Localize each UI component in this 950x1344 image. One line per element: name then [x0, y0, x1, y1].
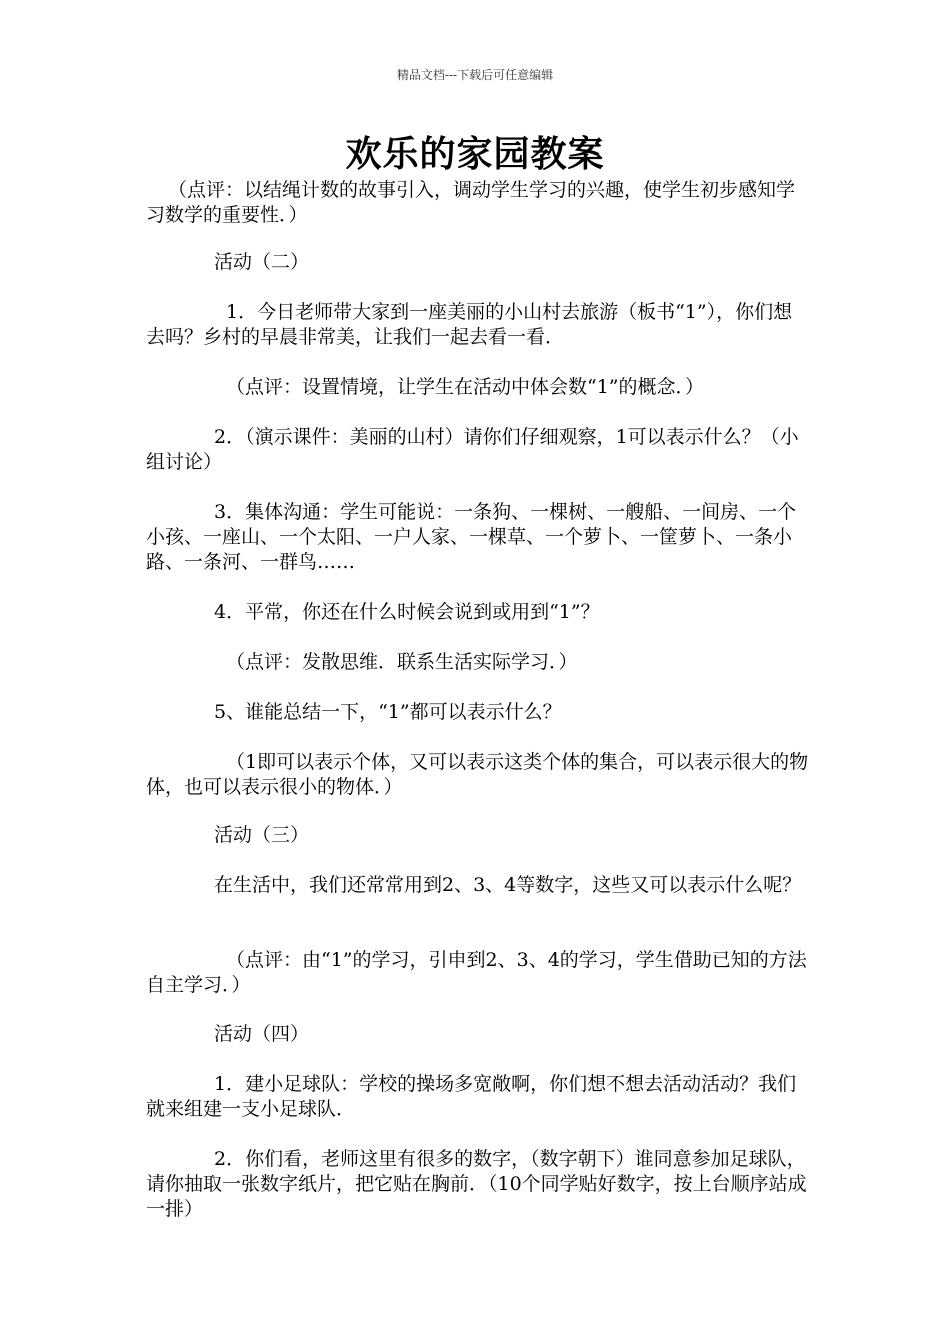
paragraph-10: 在生活中，我们还常常用到2、3、4等数字，这些又可以表示什么呢？ [214, 874, 802, 896]
paragraph-1: （点评：以结绳计数的故事引入，调动学生学习的兴趣，使学生初步感知学习数学的重要性．） [146, 179, 796, 226]
section-heading-activity-2: 活动（二） [214, 251, 310, 273]
paragraph-6: 4．平常，你还在什么时候会说到或用到“1”？ [214, 601, 600, 623]
paragraph-7: （点评：发散思维．联系生活实际学习．） [226, 651, 578, 673]
paragraph-11: （点评：由“1”的学习，引申到2、3、4的学习，学生借助已知的方法自主学习．） [146, 949, 807, 996]
paragraph-2: 1．今日老师带大家到一座美丽的小山村去旅游（板书“1”），你们想去吗？乡村的早晨非常美，让我们一起去看一看． [146, 301, 793, 348]
paragraph-5: 3．集体沟通：学生可能说：一条狗、一棵树、一艘船、一间房、一个小孩、一座山、一个太阳、一户人家、一棵草、一个萝卜、一筐萝卜、一条小路、一条河、一群鸟…… [146, 501, 797, 573]
paragraph-4: 2．（演示课件：美丽的山村）请你们仔细观察，1可以表示什么？（小组讨论） [146, 426, 799, 473]
paragraph-8: 5、谁能总结一下，“1”都可以表示什么？ [214, 701, 562, 723]
section-heading-activity-4: 活动（四） [214, 1023, 310, 1045]
paragraph-13: 2．你们看，老师这里有很多的数字，（数字朝下）谁同意参加足球队，请你抽取一张数字纸片，把它贴在胸前．（10个同学贴好数字，按上台顺序站成一排） [146, 1148, 807, 1220]
paragraph-9: （1即可以表示个体，又可以表示这类个体的集合，可以表示很大的物体，也可以表示很小的物体．） [146, 751, 809, 798]
paragraph-3: （点评：设置情境，让学生在活动中体会数“1”的概念．） [226, 376, 705, 398]
page-header: 精品文档---下载后可任意编辑 [396, 68, 554, 82]
document-title: 欢乐的家园教案 [345, 133, 605, 175]
section-heading-activity-3: 活动（三） [214, 824, 310, 846]
paragraph-12: 1．建小足球队：学校的操场多宽敞啊，你们想不想去活动活动？我们就来组建一支小足球队． [146, 1073, 797, 1120]
